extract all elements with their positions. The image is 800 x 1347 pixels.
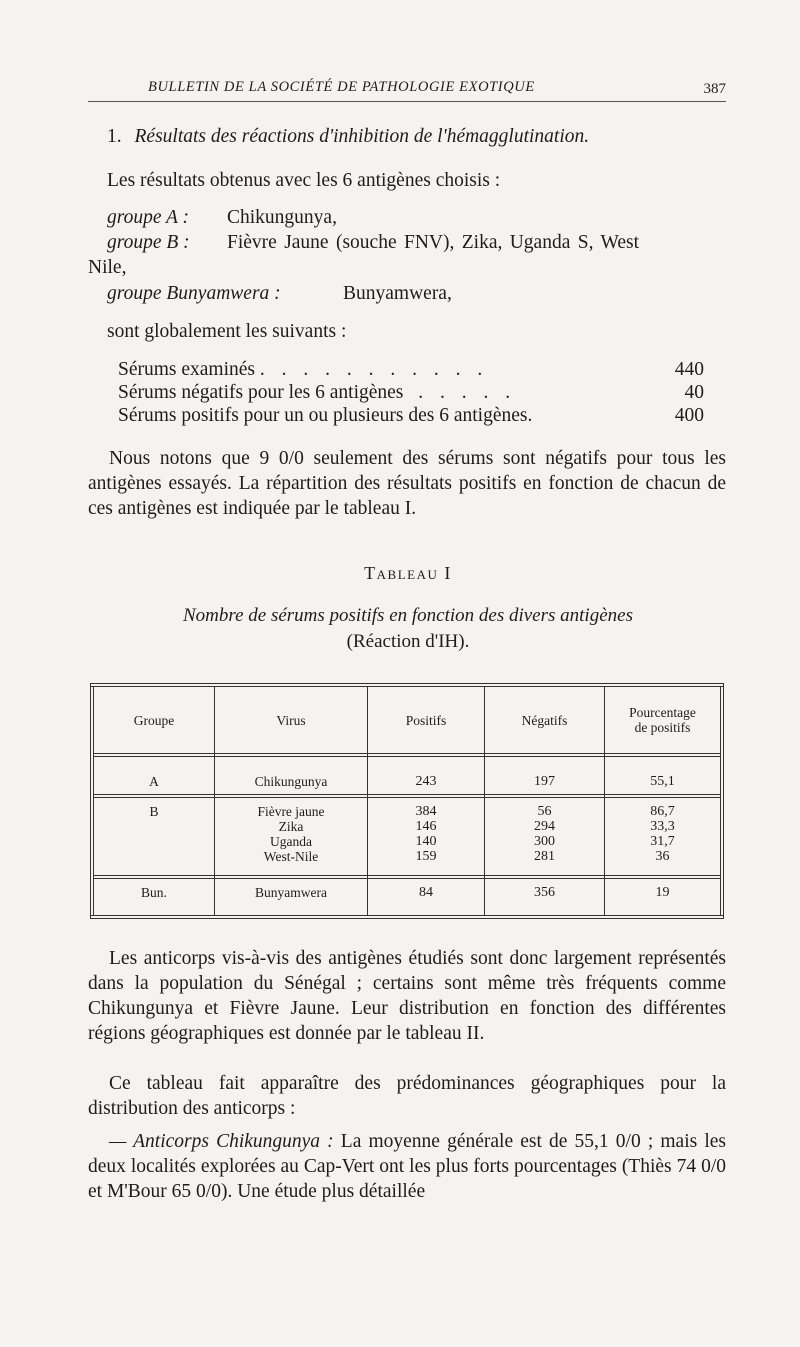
section-number: 1. [107, 126, 122, 147]
serums-negative-label: Sérums négatifs pour les 6 antigènes . . . . . [118, 382, 517, 403]
serums-positive-row [118, 405, 728, 430]
table-row-b-pct-2: 33,3 [650, 819, 675, 834]
col-header-pourcentage: Pourcentage [629, 705, 696, 720]
paragraph-4-text: La moyenne générale est de 55,1 0/0 ; mais les deux localités explorées au Cap-Vert ont les plus forts pourcentages (Thiès 74 0/0 et M'Bour 65 0/0). Une étude plus détaillée [88, 1131, 727, 1202]
table-row-b-negatifs-2: 294 [534, 819, 555, 834]
table-row-bun-pct: 19 [655, 885, 670, 900]
table-row-b-negatifs-1: 56 [537, 804, 552, 819]
paragraph-1: Nous notons que 9 0/0 seulement des sérums sont négatifs pour tous les antigènes essayés. La répartition des résultats positifs en fonction de chacun de ces antigènes est indiquée par le tableau I. [88, 448, 726, 519]
serums-positive-value: 400 [674, 405, 704, 426]
col-header-positifs: Positifs [405, 713, 447, 728]
serums-examined-value: 440 [674, 359, 704, 380]
table-row-b-negatifs-4: 281 [534, 849, 555, 864]
table-row-b-virus-2: Zika [278, 819, 304, 834]
table-title: Tableau I [364, 563, 452, 583]
group-bun-text: Bunyamwera, [343, 283, 452, 304]
group-b [107, 232, 639, 254]
intro-text: Les résultats obtenus avec les 6 antigènes choisis : [107, 170, 501, 191]
table-row-bun-virus: Bunyamwera [255, 885, 327, 900]
table-row-b-positifs-4: 159 [415, 849, 437, 864]
paragraph-2: Les anticorps vis-à-vis des antigènes étudiés sont donc largement représentés dans la population du Sénégal ; certains sont même très fréquents comme Chikungunya et Fièvre Jaune. Leur distribution en fonction des différentes régions géographiques est donnée par le tableau II. [88, 948, 726, 1044]
paragraph-4 [88, 1129, 726, 1204]
table-row-a-pct: 55,1 [650, 774, 675, 789]
page-number: 387 [703, 81, 726, 97]
table-row-b-positifs-3: 140 [415, 834, 437, 849]
table-row-b-positifs-1: 384 [415, 804, 437, 819]
group-bun-label: groupe Bunyamwera : [107, 283, 281, 304]
paragraph-4-label: — Anticorps Chikungunya : [109, 1131, 334, 1152]
table-row-b-group: B [149, 804, 159, 819]
table-row-bun-group: Bun. [141, 885, 167, 900]
running-header [88, 79, 726, 102]
group-b-label: groupe B : [107, 232, 190, 253]
table-subtitle: Nombre de sérums positifs en fonction des divers antigènes [183, 605, 633, 626]
table-row-b-pct-4: 36 [655, 849, 670, 864]
group-bunyamwera [107, 283, 452, 305]
table-row-a-negatifs: 197 [534, 774, 555, 789]
section-heading [107, 126, 589, 148]
group-b-continuation: Nile, [88, 257, 127, 278]
serums-examined-row [118, 359, 728, 384]
serums-examined-label: Sérums examinés . . . . . . . . . . . [118, 359, 489, 380]
table-row-b-pct-3: 31,7 [650, 834, 675, 849]
col-header-negatifs: Négatifs [521, 713, 568, 728]
table-row-b-virus-3: Uganda [270, 834, 312, 849]
results-table [90, 683, 724, 919]
journal-title: BULLETIN DE LA SOCIÉTÉ DE PATHOLOGIE EXOTIQUE [148, 79, 535, 95]
serums-positive-label: Sérums positifs pour un ou plusieurs des 6 antigènes. [118, 405, 533, 426]
group-a [107, 207, 337, 229]
table-row-a-virus: Chikungunya [254, 774, 328, 789]
table-row-bun-positifs: 84 [419, 885, 433, 900]
table-subtitle-2: (Réaction d'IH). [346, 631, 470, 652]
col-header-de-positifs: de positifs [634, 720, 691, 735]
table-row-b-positifs-2: 146 [415, 819, 437, 834]
table-row-a-group: A [149, 774, 159, 789]
table-row-bun-negatifs: 356 [534, 885, 555, 900]
section-title: Résultats des réactions d'inhibition de l'hémagglutination. [134, 126, 590, 147]
group-a-text: Chikungunya, [227, 207, 337, 228]
paragraph-3: Ce tableau fait apparaître des prédominances géographiques pour la distribution des anticorps : [88, 1073, 726, 1119]
group-b-text: Fièvre Jaune (souche FNV), Zika, Uganda S, West [227, 232, 639, 253]
col-header-groupe: Groupe [133, 713, 175, 728]
globally-text: sont globalement les suivants : [107, 321, 347, 342]
table-row-b-virus-4: West-Nile [263, 849, 319, 864]
table-row-a-positifs: 243 [415, 774, 437, 789]
table-row-b-pct-1: 86,7 [650, 804, 675, 819]
col-header-virus: Virus [276, 713, 306, 728]
table-row-b-negatifs-3: 300 [534, 834, 555, 849]
table-row-b-virus-1: Fièvre jaune [257, 804, 325, 819]
serums-negative-value: 40 [684, 382, 704, 403]
serums-negative-row [118, 382, 728, 407]
group-a-label: groupe A : [107, 207, 189, 228]
